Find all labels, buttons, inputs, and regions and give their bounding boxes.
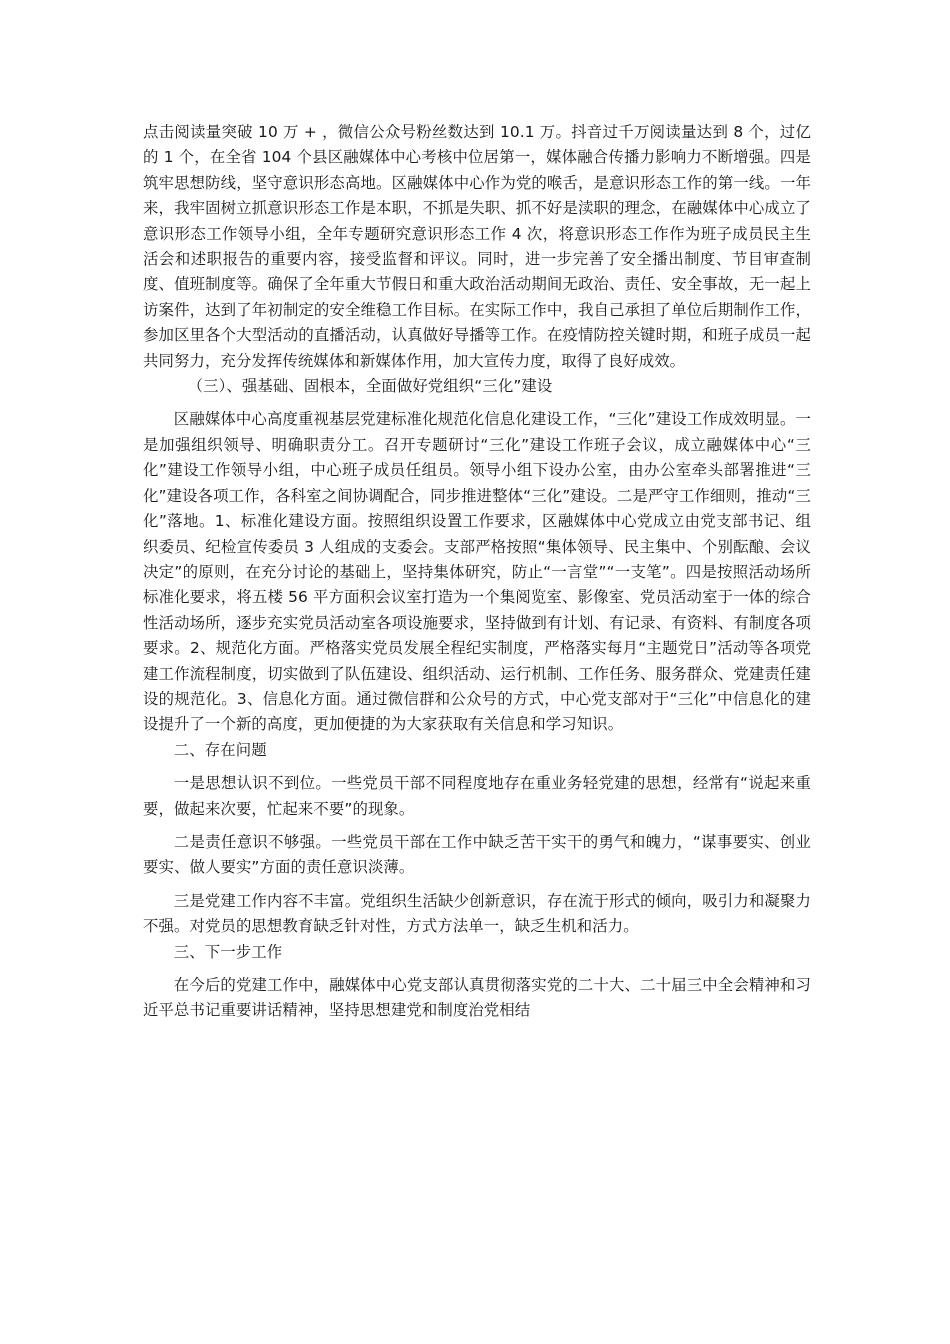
section-heading-problems: 二、存在问题 [173, 740, 267, 759]
paragraph-problem-1: 一是思想认识不到位。一些党员干部不同程度地存在重业务轻党建的思想，经常有“说起来重要，做起来次要，忙起来不要”的现象。 [143, 774, 811, 818]
paragraph-continuation: 点击阅读量突破 10 万 + ，微信公众号粉丝数达到 10.1 万。抖音过千万阅读量达到 8 个，过亿的 1 个，在全省 104 个县区融媒体中心考核中位居第一，媒体融合传播力影响力不断增强。四是筑牢思想防线，坚守意识形态高地。区融媒体中心作为党的喉舌，是意识形态工作的第一线。一年来，我牢固树立抓意识形态工作是本职，不抓是失职、抓不好是渎职的理念，在融媒体中心成立了意识形态工作领导小组，全年专题研究意识形态工作 4 次，将意识形态工作作为班子成员民主生活会和述职报告的重要内容，接受监督和评议。同时，进一步完善了安全播出制度、节目审查制度、值班制度等。确保了全年重大节假日和重大政治活动期间无政治、责任、安全事故，无一起上访案件，达到了年初制定的安全维稳工作目标。在实际工作中，我自己承担了单位后期制作工作，参加区里各个大型活动的直播活动，认真做好导播等工作。在疫情防控关键时期，和班子成员一起共同努力，充分发挥传统媒体和新媒体作用，加大宣传力度，取得了良好成效。 [143, 123, 811, 370]
paragraph-next-steps: 在今后的党建工作中，融媒体中心党支部认真贯彻落实党的二十大、二十届三中全会精神和习近平总书记重要讲话精神，坚持思想建党和制度治党相结 [143, 976, 811, 1020]
section-heading-next-steps: 三、下一步工作 [173, 942, 283, 961]
document-page [143, 120, 811, 1024]
paragraph-problem-3: 三是党建工作内容不丰富。党组织生活缺少创新意识，存在流于形式的倾向，吸引力和凝聚力不强。对党员的思想教育缺乏针对性，方式方法单一，缺乏生机和活力。 [143, 891, 811, 936]
paragraph-problem-2: 二是责任意识不够强。一些党员干部在工作中缺乏苦干实干的勇气和魄力，“谋事要实、创业要实、做人要实”方面的责任意识淡薄。 [143, 832, 811, 877]
paragraph-san-hua-construction: 区融媒体中心高度重视基层党建标准化规范化信息化建设工作，“三化”建设工作成效明显。一是加强组织领导、明确职责分工。召开专题研讨“三化”建设工作班子会议，成立融媒体中心“三化”建设工作领导小组，中心班子成员任组员。领导小组下设办公室，由办公室牵头部署推进“三化”建设各项工作，各科室之间协调配合，同步推进整体“三化”建设。二是严守工作细则，推动“三化”落地。1、标准化建设方面。按照组织设置工作要求，区融媒体中心党成立由党支部书记、组织委员、纪检宣传委员 3 人组成的支委会。支部严格按照“集体领导、民主集中、个别酝酿、会议决定”的原则，在充分讨论的基础上，坚持集体研究，防止“一言堂”“一支笔”。四是按照活动场所标准化要求，将五楼 56 平方面积会议室打造为一个集阅览室、影像室、党员活动室于一体的综合性活动场所，逐步充实党员活动室各项设施要求，坚持做到有计划、有记录、有资料、有制度各项要求。2、规范化方面。严格落实党员发展全程纪实制度，严格落实每月“主题党日”活动等各项党建工作流程制度，切实做到了队伍建设、组织活动、运行机制、工作任务、服务群众、党建责任建设的规范化。3、信息化方面。通过微信群和公众号的方式，中心党支部对于“三化”中信息化的建设提升了一个新的高度，更加便捷的为大家获取有关信息和学习知识。 [143, 410, 811, 734]
section-heading-san-hua: （三）、强基础、固根本，全面做好党组织“三化”建设 [187, 377, 553, 396]
